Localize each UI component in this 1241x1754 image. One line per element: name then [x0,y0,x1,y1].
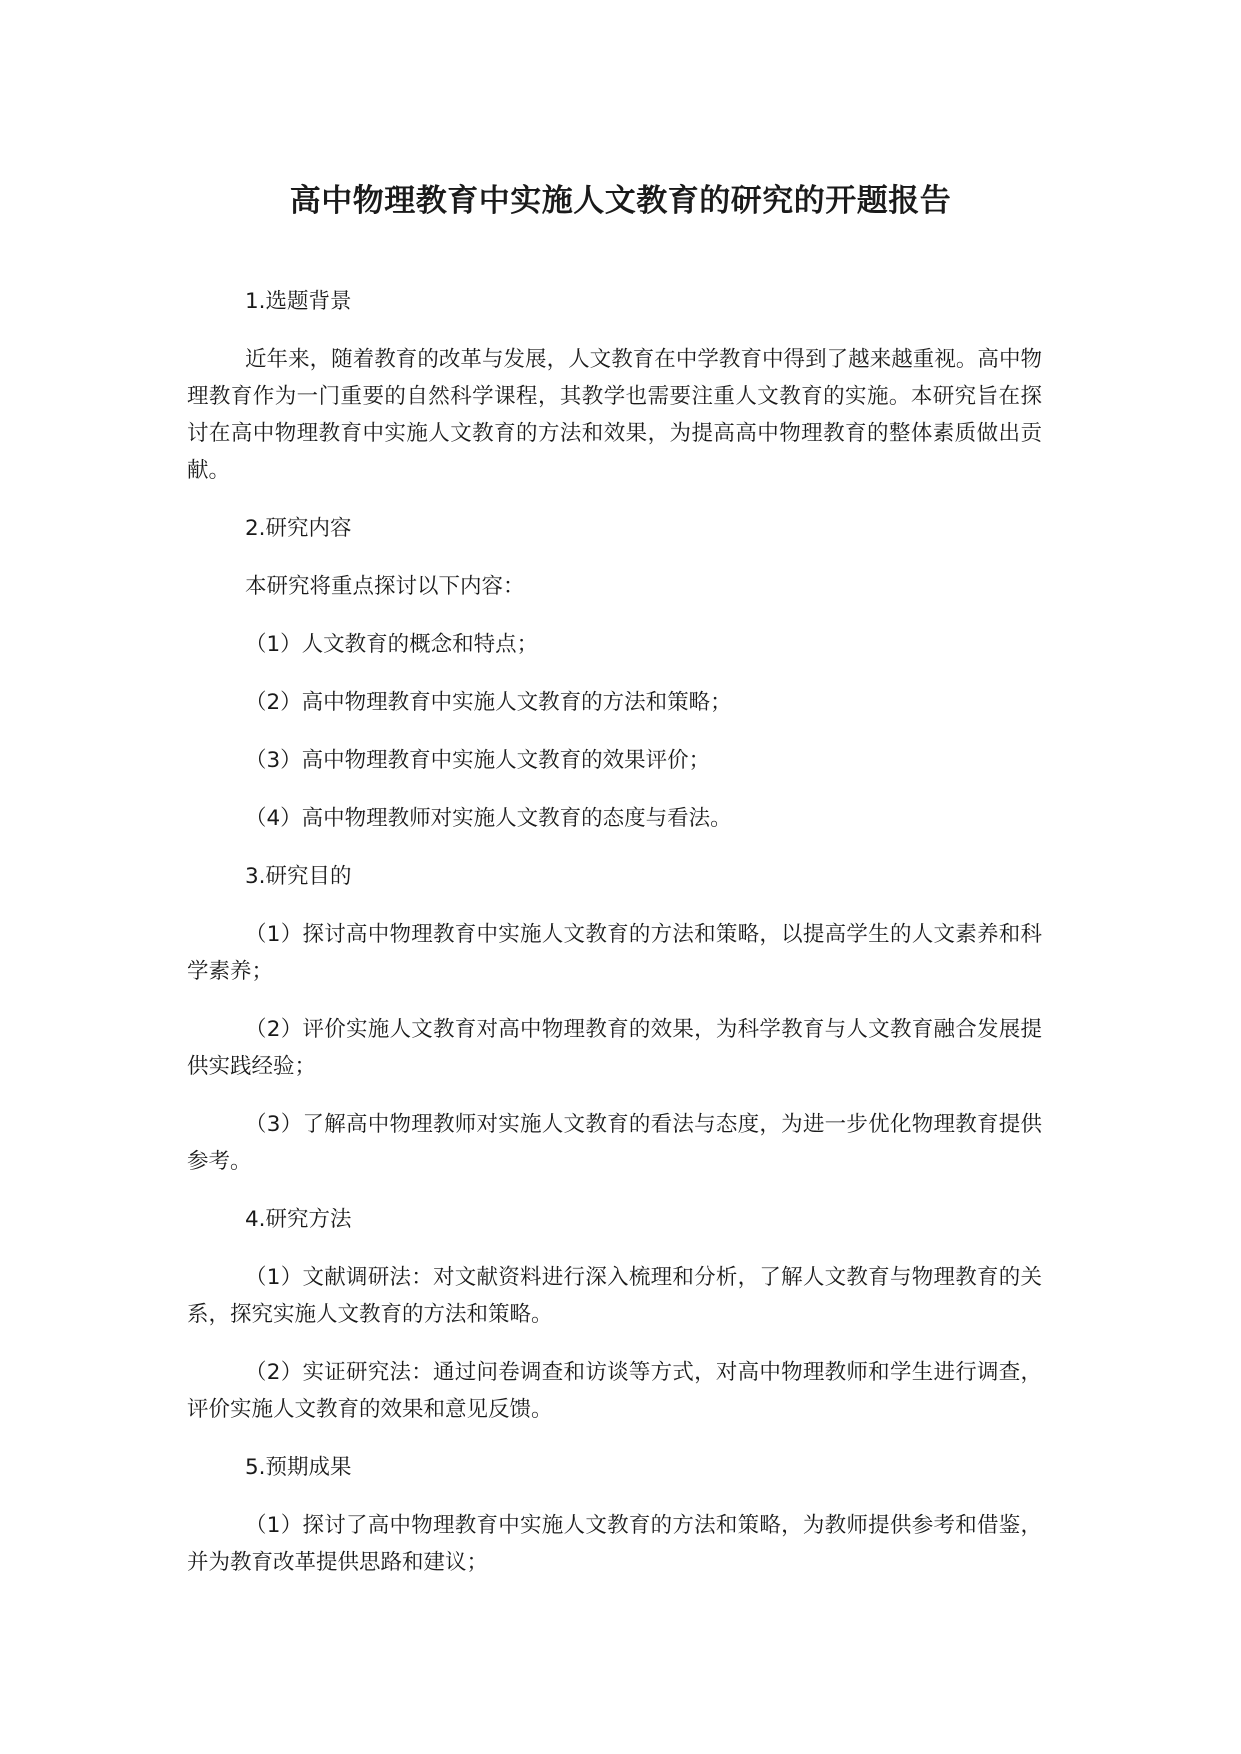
list-item-method-1: （1）文献调研法：对文献资料进行深入梳理和分析，了解人文教育与物理教育的关系，探究实施人文教育的方法和策略。 [187,1265,1042,1327]
paragraph-content-intro: 本研究将重点探讨以下内容： [245,574,525,599]
list-item-purpose-2: （2）评价实施人文教育对高中物理教育的效果，为科学教育与人文教育融合发展提供实践经验； [187,1017,1042,1079]
section-heading-method: 4.研究方法 [245,1207,352,1232]
list-item-purpose-3: （3）了解高中物理教师对实施人文教育的看法与态度，为进一步优化物理教育提供参考。 [187,1112,1042,1174]
list-item-content-4: （4）高中物理教师对实施人文教育的态度与看法。 [245,806,732,831]
list-item-results-1: （1）探讨了高中物理教育中实施人文教育的方法和策略，为教师提供参考和借鉴，并为教育改革提供思路和建议； [187,1513,1042,1575]
paragraph-background: 近年来，随着教育的改革与发展，人文教育在中学教育中得到了越来越重视。高中物理教育作为一门重要的自然科学课程，其教学也需要注重人文教育的实施。本研究旨在探讨在高中物理教育中实施人文教育的方法和效果，为提高高中物理教育的整体素质做出贡献。 [187,347,1042,483]
section-heading-background: 1.选题背景 [245,289,352,314]
section-heading-purpose: 3.研究目的 [245,864,352,889]
list-item-method-2: （2）实证研究法：通过问卷调查和访谈等方式，对高中物理教师和学生进行调查，评价实施人文教育的效果和意见反馈。 [187,1360,1042,1422]
document-body [187,283,1042,1602]
list-item-content-2: （2）高中物理教育中实施人文教育的方法和策略； [245,690,732,715]
list-item-content-1: （1）人文教育的概念和特点； [245,632,539,657]
list-item-content-3: （3）高中物理教育中实施人文教育的效果评价； [245,748,711,773]
section-heading-results: 5.预期成果 [245,1455,352,1480]
document-title: 高中物理教育中实施人文教育的研究的开题报告 [289,183,952,219]
section-heading-content: 2.研究内容 [245,516,352,541]
list-item-purpose-1: （1）探讨高中物理教育中实施人文教育的方法和策略，以提高学生的人文素养和科学素养； [187,922,1042,984]
